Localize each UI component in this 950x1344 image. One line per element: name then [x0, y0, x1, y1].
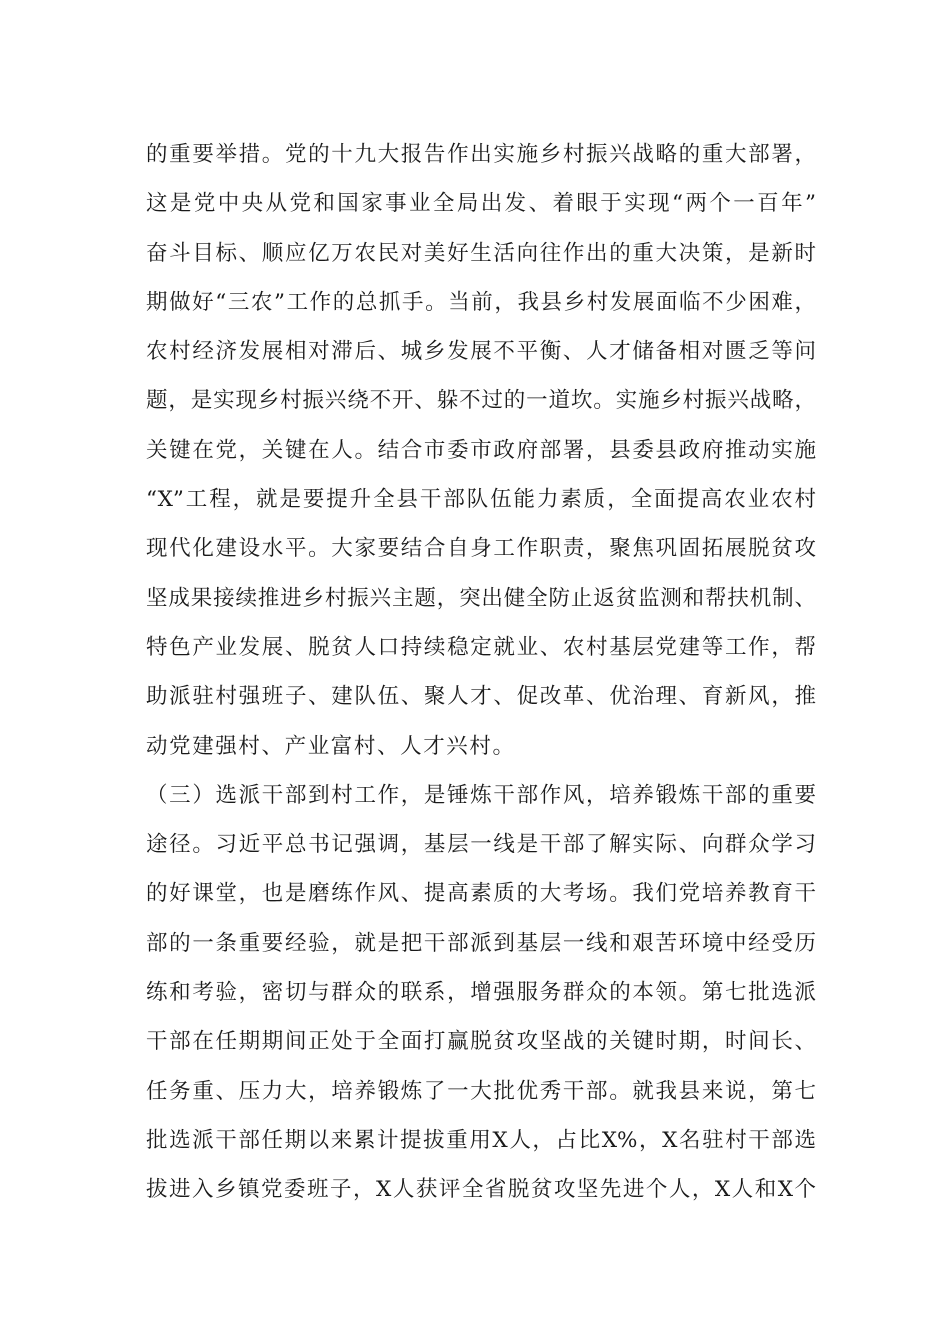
text-line: 的重要举措。党的十九大报告作出实施乡村振兴战略的重大部署，: [146, 142, 816, 167]
text-line: 部的一条重要经验，就是把干部派到基层一线和艰苦环境中经受历: [146, 930, 816, 956]
text-line: 农村经济发展相对滞后、城乡发展不平衡、人才储备相对匮乏等问: [146, 339, 816, 365]
text-line: 干部在任期期间正处于全面打赢脱贫攻坚战的关键时期，时间长、: [146, 1029, 816, 1055]
text-line: 这是党中央从党和国家事业全局出发、着眼于实现“两个一百年”: [146, 191, 816, 217]
text-line: “X”工程，就是要提升全县干部队伍能力素质，全面提高农业农村: [146, 487, 816, 513]
text-line: 期做好“三农”工作的总抓手。当前，我县乡村发展面临不少困难，: [146, 289, 816, 315]
text-line: 关键在党，关键在人。结合市委市政府部署，县委县政府推动实施: [146, 437, 816, 463]
text-line: 批选派干部任期以来累计提拔重用X人，占比X%，X名驻村干部选: [146, 1127, 816, 1153]
text-line-section-start: （三）选派干部到村工作，是锤炼干部作风，培养锻炼干部的重要: [146, 782, 816, 808]
text-line: 拔进入乡镇党委班子，X人获评全省脱贫攻坚先进个人，X人和X个: [146, 1177, 816, 1203]
text-line-paragraph-end: 动党建强村、产业富村、人才兴村。: [146, 733, 516, 759]
text-line: 练和考验，密切与群众的联系，增强服务群众的本领。第七批选派: [146, 980, 816, 1006]
text-line: 助派驻村强班子、建队伍、聚人才、促改革、优治理、育新风，推: [146, 684, 816, 710]
text-line: 现代化建设水平。大家要结合自身工作职责，聚焦巩固拓展脱贫攻: [146, 536, 816, 562]
text-line: 任务重、压力大，培养锻炼了一大批优秀干部。就我县来说，第七: [146, 1078, 816, 1104]
text-line: 奋斗目标、顺应亿万农民对美好生活向往作出的重大决策，是新时: [146, 240, 816, 266]
text-line: 坚成果接续推进乡村振兴主题，突出健全防止返贫监测和帮扶机制、: [146, 585, 816, 611]
text-line: 题，是实现乡村振兴绕不开、躲不过的一道坎。实施乡村振兴战略，: [146, 388, 816, 414]
body-text: [146, 130, 816, 1215]
text-line: 的好课堂，也是磨练作风、提高素质的大考场。我们党培养教育干: [146, 881, 816, 907]
text-line: 途径。习近平总书记强调，基层一线是干部了解实际、向群众学习: [146, 832, 816, 858]
text-line: 特色产业发展、脱贫人口持续稳定就业、农村基层党建等工作，帮: [146, 634, 816, 660]
